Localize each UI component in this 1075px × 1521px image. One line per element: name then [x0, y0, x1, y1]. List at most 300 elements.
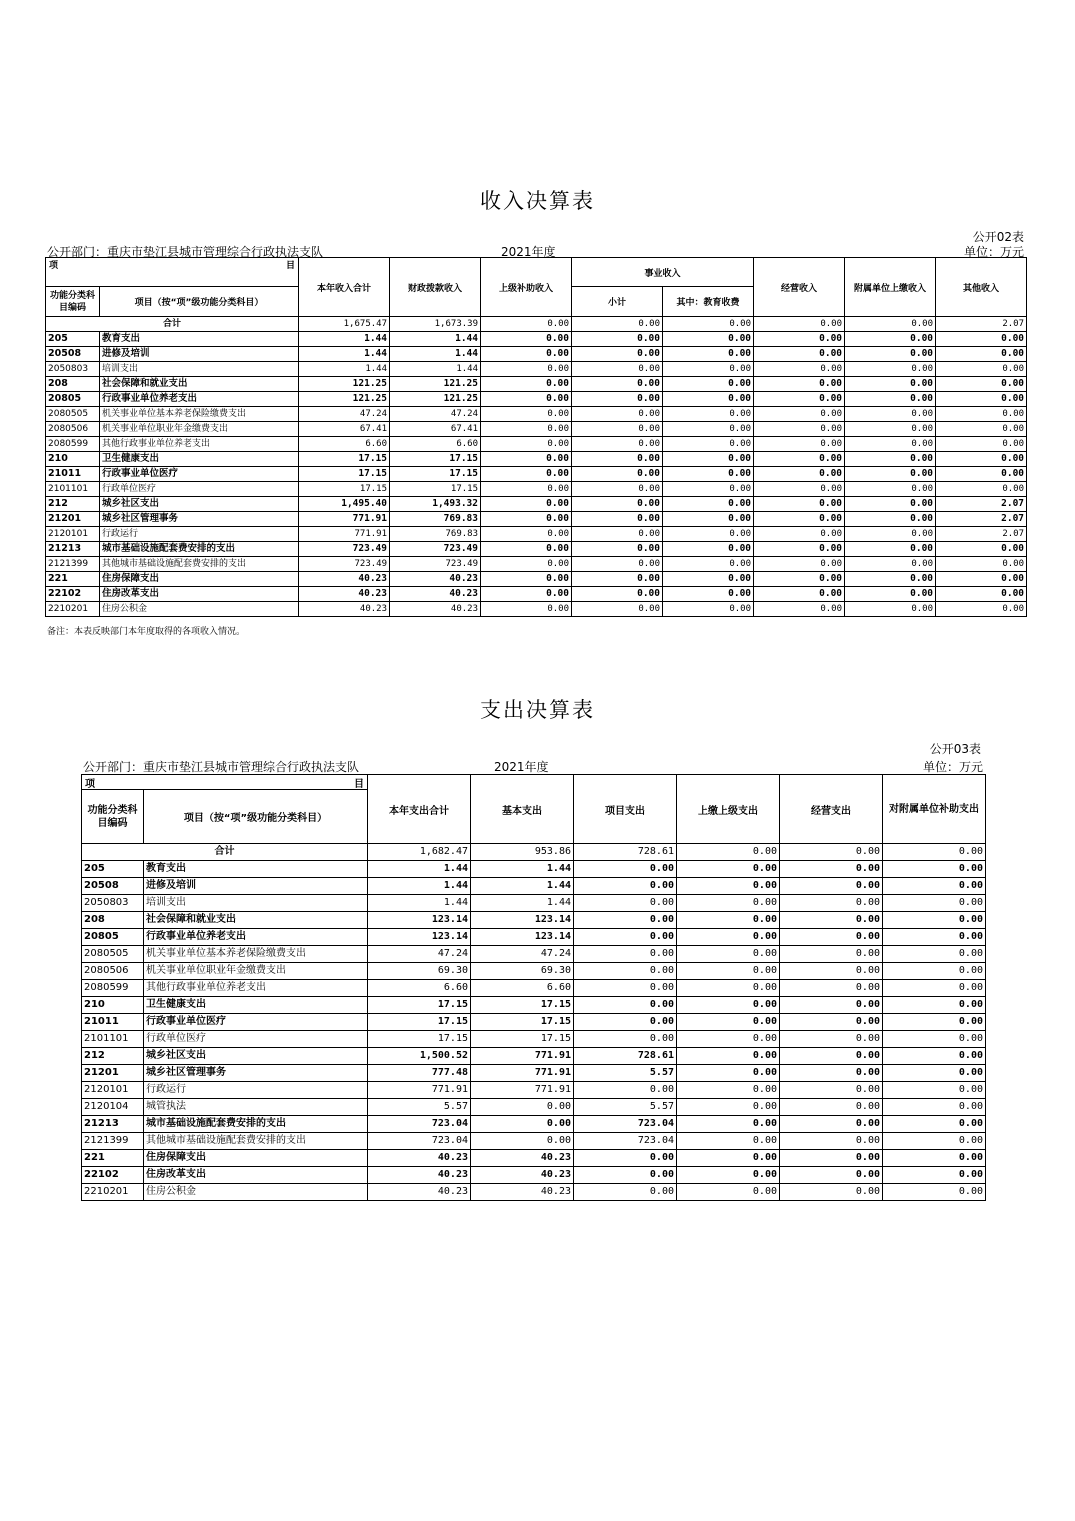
row-name: 行政运行 — [144, 1082, 368, 1099]
row-name: 城市基础设施配套费安排的支出 — [100, 542, 299, 557]
row-value: 0.00 — [754, 497, 845, 512]
row-value: 771.91 — [471, 1082, 574, 1099]
row-value: 0.00 — [883, 878, 986, 895]
expense-unit: 单位：万元 — [922, 760, 983, 774]
header-basic-expense: 基本支出 — [471, 775, 574, 844]
row-value: 1.44 — [471, 861, 574, 878]
row-value: 0.00 — [481, 542, 572, 557]
row-value: 723.04 — [574, 1133, 677, 1150]
row-code: 210 — [46, 452, 100, 467]
row-value: 0.00 — [574, 963, 677, 980]
row-value: 723.49 — [390, 557, 481, 572]
row-value: 0.00 — [754, 407, 845, 422]
table-row — [46, 482, 1027, 497]
row-value: 0.00 — [663, 392, 754, 407]
row-value: 123.14 — [368, 929, 471, 946]
row-value: 0.00 — [883, 1133, 986, 1150]
row-value: 0.00 — [574, 895, 677, 912]
row-code: 205 — [46, 332, 100, 347]
row-value: 40.23 — [471, 1150, 574, 1167]
row-value: 0.00 — [754, 512, 845, 527]
row-value: 1.44 — [471, 878, 574, 895]
row-value: 0.00 — [754, 587, 845, 602]
row-value: 0.00 — [574, 946, 677, 963]
row-code: 22102 — [82, 1167, 144, 1184]
row-value: 0.00 — [572, 332, 663, 347]
row-value: 17.15 — [390, 482, 481, 497]
row-value: 0.00 — [574, 997, 677, 1014]
table-row — [46, 542, 1027, 557]
header-item-name: 项目（按“项”级功能分类科目） — [144, 790, 368, 844]
row-value: 0.00 — [574, 929, 677, 946]
row-value: 0.00 — [936, 437, 1027, 452]
row-value: 0.00 — [936, 332, 1027, 347]
row-code: 212 — [46, 497, 100, 512]
row-value: 0.00 — [845, 392, 936, 407]
row-code: 2050803 — [82, 895, 144, 912]
row-value: 0.00 — [677, 1065, 780, 1082]
row-code: 20805 — [82, 929, 144, 946]
row-value: 0.00 — [572, 392, 663, 407]
row-value: 0.00 — [883, 980, 986, 997]
row-value: 0.00 — [936, 602, 1027, 617]
total-value: 953.86 — [471, 844, 574, 861]
row-value: 0.00 — [677, 1031, 780, 1048]
row-code: 21201 — [82, 1065, 144, 1082]
row-value: 0.00 — [883, 912, 986, 929]
row-value: 0.00 — [883, 1048, 986, 1065]
header-subsidy-expense: 对附属单位补助支出 — [883, 775, 986, 844]
row-name: 其他城市基础设施配套费安排的支出 — [144, 1133, 368, 1150]
row-value: 17.15 — [368, 1031, 471, 1048]
row-value: 0.00 — [677, 1133, 780, 1150]
row-value: 0.00 — [574, 1150, 677, 1167]
row-code: 21011 — [82, 1014, 144, 1031]
row-value: 123.14 — [471, 912, 574, 929]
expense-table-number: 公开03表 — [929, 742, 981, 756]
row-code: 2120101 — [46, 527, 100, 542]
row-code: 221 — [82, 1150, 144, 1167]
row-value: 0.00 — [471, 1099, 574, 1116]
row-value: 0.00 — [572, 467, 663, 482]
income-table — [45, 257, 1027, 617]
row-value: 0.00 — [663, 557, 754, 572]
row-value: 0.00 — [663, 482, 754, 497]
row-value: 0.00 — [572, 602, 663, 617]
row-value: 771.91 — [368, 1082, 471, 1099]
row-name: 住房改革支出 — [144, 1167, 368, 1184]
row-value: 0.00 — [574, 912, 677, 929]
row-value: 17.15 — [390, 452, 481, 467]
row-value: 0.00 — [936, 422, 1027, 437]
row-value: 0.00 — [677, 1167, 780, 1184]
row-value: 0.00 — [677, 1082, 780, 1099]
row-name: 住房公积金 — [144, 1184, 368, 1201]
table-row — [46, 497, 1027, 512]
row-code: 2080599 — [46, 437, 100, 452]
row-value: 0.00 — [845, 377, 936, 392]
row-value: 0.00 — [936, 407, 1027, 422]
row-name: 其他城市基础设施配套费安排的支出 — [100, 557, 299, 572]
row-value: 6.60 — [390, 437, 481, 452]
row-name: 机关事业单位基本养老保险缴费支出 — [144, 946, 368, 963]
table-row — [46, 527, 1027, 542]
row-value: 0.00 — [481, 512, 572, 527]
row-name: 社会保障和就业支出 — [100, 377, 299, 392]
row-value: 1.44 — [390, 362, 481, 377]
row-value: 1.44 — [299, 347, 390, 362]
row-code: 21201 — [46, 512, 100, 527]
row-value: 1.44 — [471, 895, 574, 912]
table-row — [82, 963, 986, 980]
row-value: 0.00 — [663, 467, 754, 482]
row-value: 0.00 — [663, 422, 754, 437]
header-affiliated-income: 附属单位上缴收入 — [845, 258, 936, 317]
row-value: 17.15 — [471, 1031, 574, 1048]
table-row — [46, 347, 1027, 362]
expense-title: 支出决算表 — [480, 698, 595, 722]
row-value: 0.00 — [883, 1065, 986, 1082]
row-name: 城乡社区支出 — [100, 497, 299, 512]
row-code: 2080505 — [82, 946, 144, 963]
row-value: 0.00 — [481, 422, 572, 437]
row-value: 0.00 — [572, 362, 663, 377]
row-value: 0.00 — [481, 407, 572, 422]
row-name: 行政运行 — [100, 527, 299, 542]
row-value: 0.00 — [677, 878, 780, 895]
table-row — [82, 946, 986, 963]
row-value: 0.00 — [663, 527, 754, 542]
income-table-number: 公开02表 — [972, 230, 1024, 244]
row-value: 0.00 — [574, 1014, 677, 1031]
row-value: 723.04 — [574, 1116, 677, 1133]
row-value: 40.23 — [471, 1167, 574, 1184]
row-code: 2120101 — [82, 1082, 144, 1099]
row-value: 0.00 — [677, 963, 780, 980]
table-row — [46, 572, 1027, 587]
row-name: 行政单位医疗 — [100, 482, 299, 497]
row-value: 0.00 — [572, 422, 663, 437]
row-code: 22102 — [46, 587, 100, 602]
row-value: 47.24 — [471, 946, 574, 963]
row-value: 0.00 — [574, 1184, 677, 1201]
row-value: 17.15 — [368, 1014, 471, 1031]
table-row — [82, 1099, 986, 1116]
row-value: 0.00 — [481, 332, 572, 347]
income-year: 2021年度 — [501, 245, 556, 259]
row-name: 机关事业单位基本养老保险缴费支出 — [100, 407, 299, 422]
row-value: 0.00 — [845, 407, 936, 422]
row-value: 6.60 — [299, 437, 390, 452]
row-value: 0.00 — [572, 527, 663, 542]
total-value: 0.00 — [663, 317, 754, 332]
row-value: 0.00 — [481, 482, 572, 497]
row-value: 0.00 — [677, 1116, 780, 1133]
row-value: 1.44 — [368, 895, 471, 912]
row-name: 社会保障和就业支出 — [144, 912, 368, 929]
table-row — [82, 1082, 986, 1099]
row-name: 机关事业单位职业年金缴费支出 — [144, 963, 368, 980]
row-value: 47.24 — [368, 946, 471, 963]
row-value: 17.15 — [390, 467, 481, 482]
row-value: 771.91 — [299, 527, 390, 542]
table-row — [82, 1133, 986, 1150]
header-project-expense: 项目支出 — [574, 775, 677, 844]
row-value: 1.44 — [368, 861, 471, 878]
total-value: 1,675.47 — [299, 317, 390, 332]
row-value: 0.00 — [481, 347, 572, 362]
row-value: 0.00 — [780, 895, 883, 912]
row-value: 0.00 — [780, 1031, 883, 1048]
row-value: 6.60 — [471, 980, 574, 997]
table-row — [46, 377, 1027, 392]
row-value: 0.00 — [572, 497, 663, 512]
row-value: 6.60 — [368, 980, 471, 997]
row-name: 行政事业单位养老支出 — [144, 929, 368, 946]
row-value: 0.00 — [754, 542, 845, 557]
row-value: 0.00 — [936, 377, 1027, 392]
row-value: 0.00 — [780, 963, 883, 980]
row-value: 40.23 — [299, 587, 390, 602]
row-value: 0.00 — [677, 980, 780, 997]
row-value: 0.00 — [883, 861, 986, 878]
row-value: 0.00 — [754, 557, 845, 572]
total-value: 2.07 — [936, 317, 1027, 332]
row-value: 40.23 — [299, 572, 390, 587]
row-value: 0.00 — [663, 377, 754, 392]
total-row — [82, 844, 986, 861]
table-row — [46, 407, 1027, 422]
total-value: 0.00 — [754, 317, 845, 332]
row-value: 0.00 — [883, 1099, 986, 1116]
row-value: 0.00 — [845, 542, 936, 557]
row-value: 17.15 — [471, 1014, 574, 1031]
row-name: 行政事业单位医疗 — [144, 1014, 368, 1031]
row-value: 123.14 — [368, 912, 471, 929]
row-value: 40.23 — [390, 587, 481, 602]
row-value: 0.00 — [883, 895, 986, 912]
xiang-mu-header: 项 目 — [46, 258, 299, 287]
total-value: 0.00 — [883, 844, 986, 861]
income-note: 备注：本表反映部门本年度取得的各项收入情况。 — [47, 627, 246, 637]
total-value: 0.00 — [572, 317, 663, 332]
header-education-fee: 其中：教育收费 — [663, 287, 754, 317]
row-value: 0.00 — [677, 1014, 780, 1031]
row-value: 17.15 — [299, 467, 390, 482]
row-value: 1.44 — [299, 362, 390, 377]
header-subtotal: 小计 — [572, 287, 663, 317]
row-value: 0.00 — [936, 347, 1027, 362]
row-code: 20508 — [82, 878, 144, 895]
row-value: 0.00 — [845, 362, 936, 377]
total-value: 1,682.47 — [368, 844, 471, 861]
row-value: 0.00 — [677, 861, 780, 878]
row-name: 住房保障支出 — [100, 572, 299, 587]
row-value: 17.15 — [299, 482, 390, 497]
table-row — [46, 422, 1027, 437]
row-value: 17.15 — [299, 452, 390, 467]
row-value: 0.00 — [845, 347, 936, 362]
row-value: 771.91 — [299, 512, 390, 527]
header-total-expense: 本年支出合计 — [368, 775, 471, 844]
table-row — [82, 1031, 986, 1048]
income-unit: 单位：万元 — [963, 245, 1024, 259]
row-value: 17.15 — [368, 997, 471, 1014]
row-value: 0.00 — [572, 482, 663, 497]
row-value: 0.00 — [754, 572, 845, 587]
row-value: 0.00 — [481, 587, 572, 602]
row-value: 0.00 — [677, 946, 780, 963]
table-row — [82, 895, 986, 912]
row-value: 0.00 — [845, 497, 936, 512]
row-value: 0.00 — [481, 392, 572, 407]
row-value: 0.00 — [845, 572, 936, 587]
row-value: 40.23 — [390, 602, 481, 617]
row-value: 0.00 — [780, 1150, 883, 1167]
row-value: 0.00 — [754, 377, 845, 392]
header-operating-income: 经营收入 — [754, 258, 845, 317]
row-value: 0.00 — [574, 1031, 677, 1048]
row-code: 208 — [82, 912, 144, 929]
table-row — [82, 997, 986, 1014]
row-value: 0.00 — [780, 1014, 883, 1031]
row-code: 2080505 — [46, 407, 100, 422]
row-value: 723.49 — [299, 542, 390, 557]
row-value: 0.00 — [663, 512, 754, 527]
income-department: 公开部门：重庆市垫江县城市管理综合行政执法支队 — [47, 245, 324, 259]
row-value: 2.07 — [936, 527, 1027, 542]
row-code: 2101101 — [82, 1031, 144, 1048]
row-value: 0.00 — [572, 557, 663, 572]
row-value: 69.30 — [471, 963, 574, 980]
row-value: 0.00 — [663, 587, 754, 602]
row-value: 728.61 — [574, 1048, 677, 1065]
header-total-income: 本年收入合计 — [299, 258, 390, 317]
row-value: 723.49 — [299, 557, 390, 572]
header-code: 功能分类科目编码 — [82, 790, 144, 844]
table-row — [82, 878, 986, 895]
table-row — [82, 861, 986, 878]
row-value: 47.24 — [390, 407, 481, 422]
row-code: 2210201 — [46, 602, 100, 617]
row-value: 0.00 — [845, 602, 936, 617]
row-value: 0.00 — [780, 912, 883, 929]
row-value: 0.00 — [663, 542, 754, 557]
table-row — [82, 1116, 986, 1133]
row-value: 0.00 — [780, 980, 883, 997]
expense-table-body — [82, 844, 986, 1201]
income-table-body — [46, 317, 1027, 617]
row-value: 0.00 — [780, 1048, 883, 1065]
row-value: 0.00 — [572, 452, 663, 467]
row-name: 住房公积金 — [100, 602, 299, 617]
row-value: 0.00 — [883, 997, 986, 1014]
table-row — [82, 980, 986, 997]
table-row — [46, 392, 1027, 407]
row-value: 67.41 — [390, 422, 481, 437]
row-value: 123.14 — [471, 929, 574, 946]
row-value: 40.23 — [390, 572, 481, 587]
row-value: 771.91 — [471, 1065, 574, 1082]
row-name: 其他行政事业单位养老支出 — [144, 980, 368, 997]
row-code: 2210201 — [82, 1184, 144, 1201]
row-value: 67.41 — [299, 422, 390, 437]
row-code: 221 — [46, 572, 100, 587]
row-value: 0.00 — [754, 347, 845, 362]
row-value: 0.00 — [677, 895, 780, 912]
row-value: 40.23 — [471, 1184, 574, 1201]
row-value: 1.44 — [299, 332, 390, 347]
table-row — [82, 1014, 986, 1031]
row-value: 0.00 — [754, 332, 845, 347]
row-value: 0.00 — [883, 929, 986, 946]
row-value: 0.00 — [936, 362, 1027, 377]
row-value: 723.04 — [368, 1116, 471, 1133]
row-value: 69.30 — [368, 963, 471, 980]
row-value: 2.07 — [936, 512, 1027, 527]
table-row — [82, 1150, 986, 1167]
row-value: 0.00 — [574, 980, 677, 997]
row-value: 0.00 — [883, 1082, 986, 1099]
row-value: 0.00 — [936, 587, 1027, 602]
row-value: 771.91 — [471, 1048, 574, 1065]
table-row — [82, 1167, 986, 1184]
row-code: 21213 — [82, 1116, 144, 1133]
row-value: 0.00 — [663, 407, 754, 422]
row-code: 2120104 — [82, 1099, 144, 1116]
row-name: 机关事业单位职业年金缴费支出 — [100, 422, 299, 437]
row-value: 0.00 — [754, 362, 845, 377]
row-value: 0.00 — [572, 587, 663, 602]
row-value: 0.00 — [845, 332, 936, 347]
row-value: 0.00 — [754, 392, 845, 407]
row-value: 0.00 — [754, 422, 845, 437]
row-name: 城乡社区管理事务 — [100, 512, 299, 527]
row-name: 行政事业单位养老支出 — [100, 392, 299, 407]
table-row — [82, 912, 986, 929]
row-value: 0.00 — [663, 572, 754, 587]
row-value: 777.48 — [368, 1065, 471, 1082]
row-value: 0.00 — [481, 437, 572, 452]
row-value: 0.00 — [481, 452, 572, 467]
row-value: 0.00 — [481, 557, 572, 572]
row-name: 住房保障支出 — [144, 1150, 368, 1167]
header-code: 功能分类科目编码 — [46, 287, 100, 317]
row-value: 0.00 — [572, 407, 663, 422]
row-value: 1,495.40 — [299, 497, 390, 512]
total-label: 合计 — [82, 844, 368, 861]
row-value: 0.00 — [481, 467, 572, 482]
row-code: 2050803 — [46, 362, 100, 377]
row-value: 40.23 — [368, 1167, 471, 1184]
row-value: 0.00 — [780, 1116, 883, 1133]
xiang-mu-header: 项 目 — [82, 775, 368, 790]
row-name: 进修及培训 — [100, 347, 299, 362]
row-value: 0.00 — [677, 1048, 780, 1065]
row-value: 47.24 — [299, 407, 390, 422]
header-other-income: 其他收入 — [936, 258, 1027, 317]
row-value: 0.00 — [754, 482, 845, 497]
header-item-name: 项目（按“项”级功能分类科目） — [100, 287, 299, 317]
row-value: 1,493.32 — [390, 497, 481, 512]
row-value: 0.00 — [572, 377, 663, 392]
table-row — [46, 452, 1027, 467]
table-row — [46, 437, 1027, 452]
header-upper-expense: 上缴上级支出 — [677, 775, 780, 844]
row-value: 0.00 — [663, 452, 754, 467]
total-value: 728.61 — [574, 844, 677, 861]
total-value: 0.00 — [845, 317, 936, 332]
